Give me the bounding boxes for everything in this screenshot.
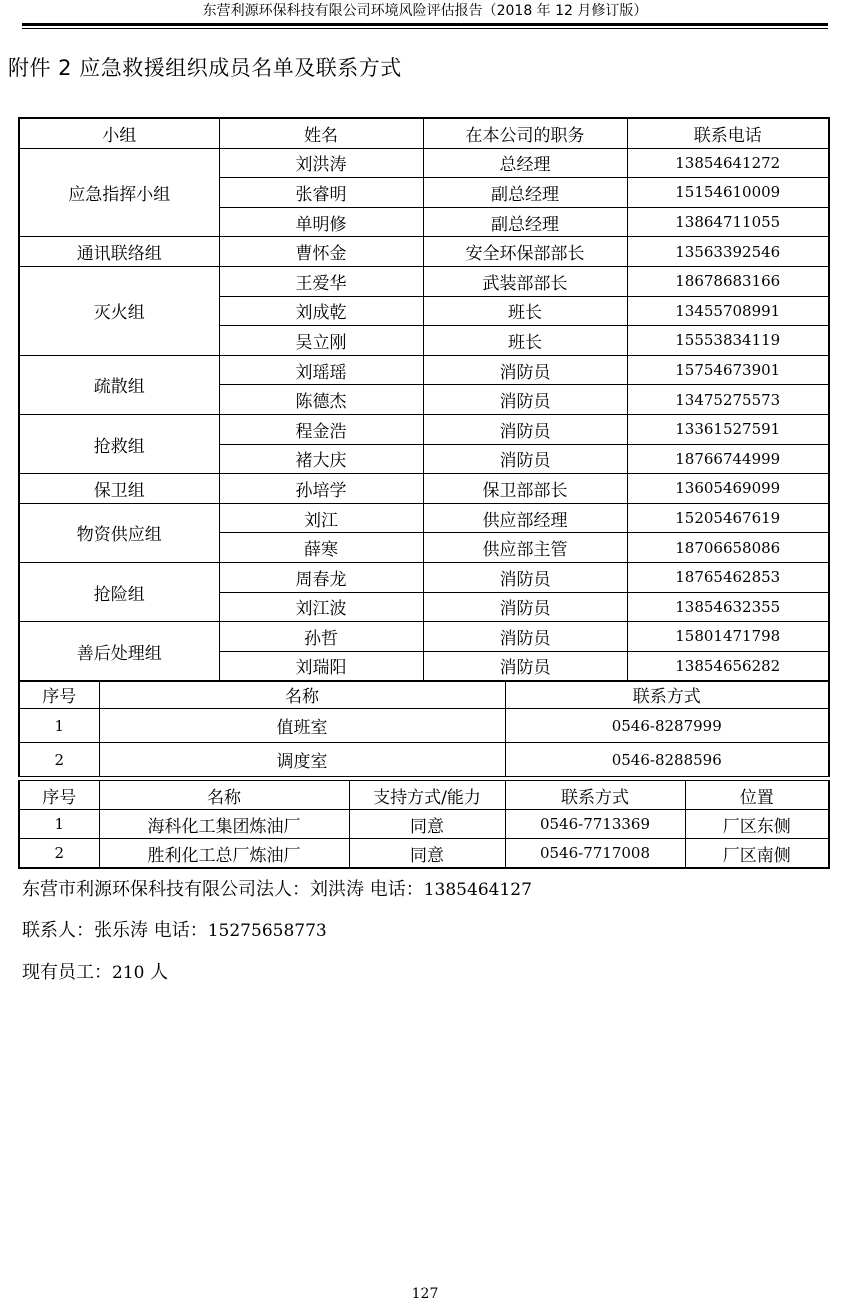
row-number: 1 (19, 810, 99, 839)
member-phone: 18766744999 (627, 444, 829, 474)
legal-person-phone: 1385464127 (423, 880, 532, 900)
header-rule-thick (22, 23, 828, 26)
member-position: 消防员 (423, 651, 627, 681)
support-type: 同意 (349, 839, 505, 869)
member-position: 供应部主管 (423, 533, 627, 563)
legal-person-line (22, 875, 532, 901)
member-phone: 13854641272 (627, 148, 829, 178)
table-row (19, 355, 829, 385)
duty-header-row (19, 681, 829, 709)
member-position: 班长 (423, 326, 627, 356)
member-name: 薛寒 (219, 533, 423, 563)
member-phone: 15154610009 (627, 178, 829, 208)
member-name: 程金浩 (219, 414, 423, 444)
unit-name: 胜利化工总厂炼油厂 (99, 839, 349, 869)
unit-name: 值班室 (99, 709, 505, 743)
table-row (19, 709, 829, 743)
member-position: 副总经理 (423, 207, 627, 237)
member-position: 保卫部部长 (423, 474, 627, 504)
page-title: 附件 2 应急救援组织成员名单及联系方式 (8, 56, 402, 80)
header-cell: 名称 (99, 681, 505, 709)
location: 厂区南侧 (685, 839, 829, 869)
header-cell: 支持方式/能力 (349, 781, 505, 810)
duty-contact-table (18, 680, 830, 777)
header-cell: 联系方式 (505, 681, 829, 709)
group-name: 通讯联络组 (19, 237, 219, 267)
member-position: 消防员 (423, 444, 627, 474)
contact-phone: 0546-8287999 (505, 709, 829, 743)
staff-unit: 人 (144, 962, 169, 983)
page-number: 127 (411, 1286, 439, 1302)
member-position: 武装部部长 (423, 266, 627, 296)
group-name: 抢险组 (19, 562, 219, 621)
header-cell: 联系方式 (505, 781, 685, 810)
member-name: 周春龙 (219, 562, 423, 592)
member-phone: 13455708991 (627, 296, 829, 326)
header-rule-thin (22, 28, 828, 29)
member-name: 曹怀金 (219, 237, 423, 267)
member-position: 副总经理 (423, 178, 627, 208)
member-position: 供应部经理 (423, 503, 627, 533)
team-header-row (19, 118, 829, 148)
member-name: 刘成乾 (219, 296, 423, 326)
group-name: 物资供应组 (19, 503, 219, 562)
table-row (19, 503, 829, 533)
table-row (19, 148, 829, 178)
table-row (19, 266, 829, 296)
member-phone: 13563392546 (627, 237, 829, 267)
table-row (19, 562, 829, 592)
group-name: 保卫组 (19, 474, 219, 504)
header-cell: 在本公司的职务 (423, 118, 627, 148)
header-cell: 序号 (19, 781, 99, 810)
contact-person-line (22, 916, 327, 942)
unit-name: 海科化工集团炼油厂 (99, 810, 349, 839)
external-support-table (18, 780, 830, 869)
table-row (19, 810, 829, 839)
member-phone: 13854656282 (627, 651, 829, 681)
group-name: 灭火组 (19, 266, 219, 355)
header-cell: 姓名 (219, 118, 423, 148)
support-header-row (19, 781, 829, 810)
row-number: 2 (19, 839, 99, 869)
member-name: 刘瑶瑶 (219, 355, 423, 385)
staff-count-line (22, 958, 168, 984)
member-position: 安全环保部部长 (423, 237, 627, 267)
staff-count: 210 (112, 963, 145, 983)
member-phone: 13854632355 (627, 592, 829, 622)
member-phone: 15801471798 (627, 622, 829, 652)
member-phone: 13605469099 (627, 474, 829, 504)
member-position: 总经理 (423, 148, 627, 178)
table-row (19, 237, 829, 267)
member-position: 消防员 (423, 562, 627, 592)
location: 厂区东侧 (685, 810, 829, 839)
header-cell: 小组 (19, 118, 219, 148)
row-number: 2 (19, 743, 99, 777)
member-phone: 15553834119 (627, 326, 829, 356)
member-phone: 13361527591 (627, 414, 829, 444)
member-position: 消防员 (423, 385, 627, 415)
contact-phone: 0546-8288596 (505, 743, 829, 777)
member-name: 吴立刚 (219, 326, 423, 356)
table-row (19, 839, 829, 869)
member-name: 刘江 (219, 503, 423, 533)
table-row (19, 474, 829, 504)
member-name: 褚大庆 (219, 444, 423, 474)
member-position: 班长 (423, 296, 627, 326)
member-name: 张睿明 (219, 178, 423, 208)
header-cell: 联系电话 (627, 118, 829, 148)
header-cell: 位置 (685, 781, 829, 810)
header-cell: 名称 (99, 781, 349, 810)
member-name: 孙培学 (219, 474, 423, 504)
member-phone: 18706658086 (627, 533, 829, 563)
group-name: 应急指挥小组 (19, 148, 219, 237)
member-phone: 18765462853 (627, 562, 829, 592)
member-name: 陈德杰 (219, 385, 423, 415)
table-row (19, 622, 829, 652)
member-name: 单明修 (219, 207, 423, 237)
header-cell: 序号 (19, 681, 99, 709)
emergency-team-table (18, 117, 830, 682)
group-name: 抢救组 (19, 414, 219, 473)
member-phone: 13475275573 (627, 385, 829, 415)
contact-phone: 0546-7713369 (505, 810, 685, 839)
member-phone: 13864711055 (627, 207, 829, 237)
member-phone: 15754673901 (627, 355, 829, 385)
member-name: 刘瑞阳 (219, 651, 423, 681)
table-row (19, 743, 829, 777)
table-row (19, 414, 829, 444)
contact-person-label: 联系人：张乐涛 电话： (22, 920, 208, 941)
contact-phone: 0546-7717008 (505, 839, 685, 869)
group-name: 疏散组 (19, 355, 219, 414)
legal-person-label: 东营市利源环保科技有限公司法人：刘洪涛 电话： (22, 879, 424, 900)
support-type: 同意 (349, 810, 505, 839)
page-header: 东营利源环保科技有限公司环境风险评估报告（2018 年 12 月修订版） (202, 3, 648, 19)
row-number: 1 (19, 709, 99, 743)
contact-person-phone: 15275658773 (207, 921, 327, 941)
member-phone: 15205467619 (627, 503, 829, 533)
member-position: 消防员 (423, 355, 627, 385)
unit-name: 调度室 (99, 743, 505, 777)
member-name: 孙哲 (219, 622, 423, 652)
member-position: 消防员 (423, 592, 627, 622)
member-position: 消防员 (423, 414, 627, 444)
member-phone: 18678683166 (627, 266, 829, 296)
staff-label: 现有员工： (22, 962, 112, 983)
group-name: 善后处理组 (19, 622, 219, 682)
member-name: 王爱华 (219, 266, 423, 296)
member-name: 刘江波 (219, 592, 423, 622)
member-position: 消防员 (423, 622, 627, 652)
member-name: 刘洪涛 (219, 148, 423, 178)
